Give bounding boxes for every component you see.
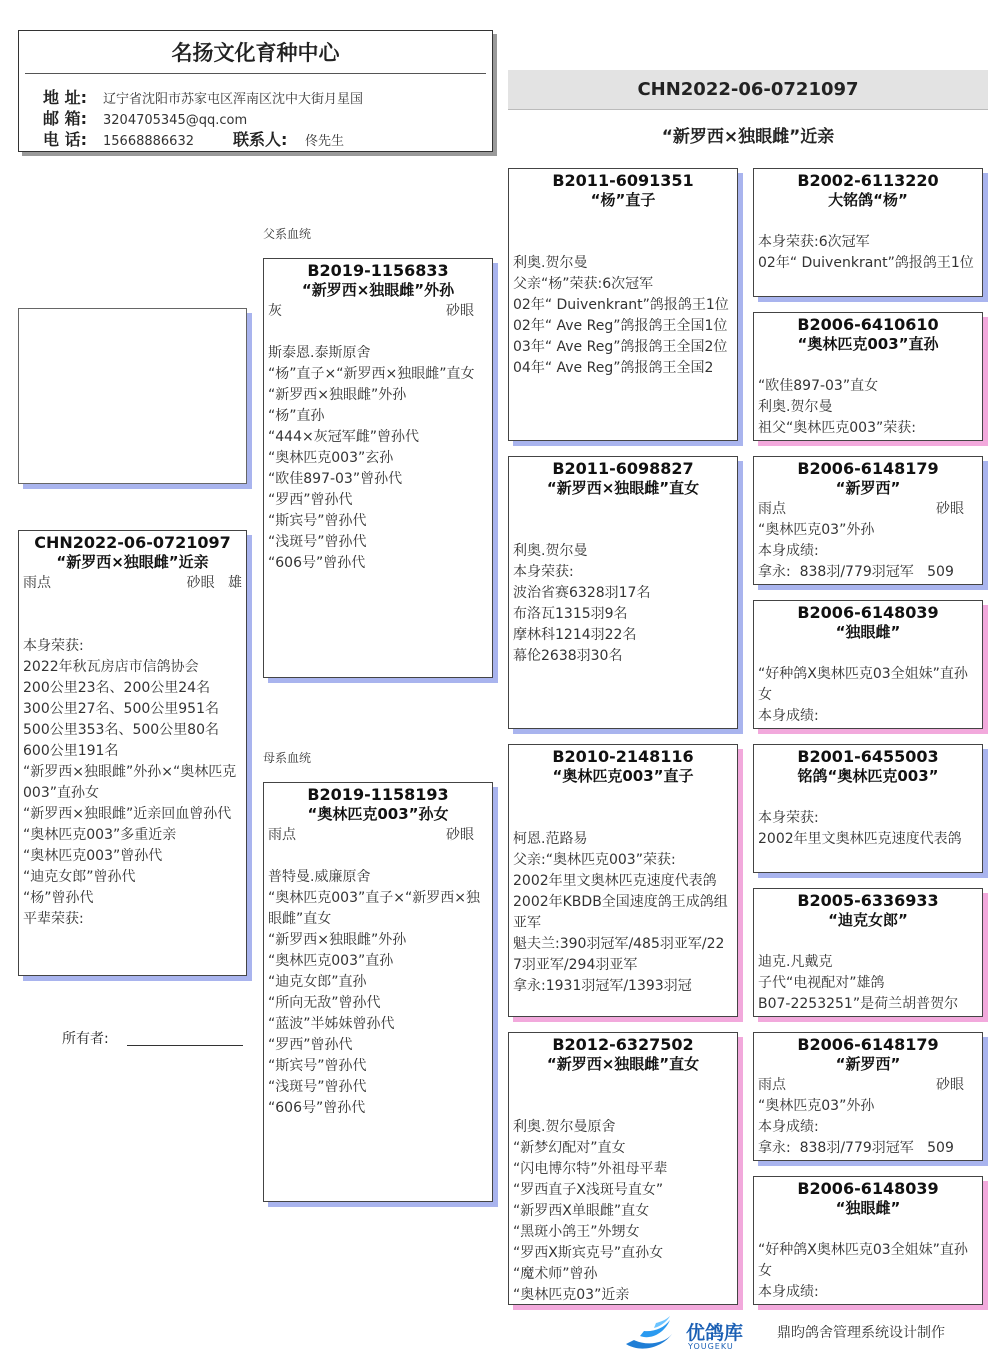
note-line: 02年“ Duivenkrant”鸽报鸽王1位 (513, 297, 729, 313)
bird-name: “新罗西×独眼雌”直女 (546, 479, 700, 497)
note-line: 波治省赛6328羽17名 (513, 585, 651, 601)
note-line: 2022年秋瓦房店市信鸽协会 (23, 659, 199, 675)
note-line: 利奥.贺尔曼原舍 (513, 1119, 616, 1135)
ring-number: B2006-6148039 (797, 603, 939, 622)
note-line: “罗西”曾孙代 (268, 492, 353, 508)
bird-notes (754, 1096, 982, 1159)
note-line: 父亲:“奥林匹克003”荣获: (513, 852, 676, 868)
ring-number: B2012-6327502 (552, 1035, 694, 1054)
bird-notes (754, 808, 982, 850)
ring-number: CHN2022-06-0721097 (34, 533, 231, 552)
bird-notes (509, 541, 737, 667)
note-line: “新梦幻配对”直女 (513, 1140, 626, 1156)
address-label: 地 址: (43, 88, 87, 107)
note-line: 本身荣获: (758, 810, 819, 826)
bird-notes (509, 829, 737, 997)
note-line: “浅斑号”曾孙代 (268, 1079, 367, 1095)
ddd-card (753, 1176, 983, 1305)
bird-name: “新罗西×独眼雌”直女 (546, 1055, 700, 1073)
bird-name: “杨”直子 (590, 191, 656, 209)
bird-traits (264, 825, 492, 846)
color: 雨点 (758, 1077, 786, 1093)
header-divider (25, 73, 486, 74)
note-line: “好种鸽X奥林匹克03全姐妹”直孙女 (758, 1242, 968, 1279)
ring-number: B2006-6410610 (797, 315, 939, 334)
ring-number: B2006-6148039 (797, 1179, 939, 1198)
bird-traits (754, 499, 982, 520)
bird-name: “独眼雌” (835, 623, 901, 641)
color: 雨点 (23, 575, 51, 591)
note-line: B07-2253251”是荷兰胡普贺尔 (758, 996, 959, 1012)
bird-notes (509, 253, 737, 379)
pedigree-title: “新罗西×独眼雌”近亲 (661, 127, 835, 147)
note-line: 本身成绩: (758, 543, 819, 559)
sds-card (753, 456, 983, 585)
phone-label: 电 话: (43, 130, 87, 149)
note-line: 子代“电视配对”雄鸽 (758, 975, 885, 991)
note-line: 利奥.贺尔曼 (513, 543, 588, 559)
sss-card (753, 168, 983, 297)
bird-notes (19, 636, 246, 930)
note-line: 斯泰恩.泰斯原舍 (268, 345, 371, 361)
father-line-label: 父系血统 (263, 227, 312, 241)
bird-notes (264, 867, 492, 1119)
bird-traits (264, 301, 492, 322)
color: 雨点 (268, 827, 296, 843)
bird-notes (754, 1240, 982, 1303)
sire-sire-card (508, 168, 738, 441)
bird-name: “新罗西×独眼雌”近亲 (56, 553, 209, 571)
note-line: “罗西直子X浅斑号直女” (513, 1182, 664, 1198)
note-line: 拿永: 838羽/779羽冠军 509 (758, 1140, 954, 1156)
bird-traits (19, 573, 246, 594)
note-line: 摩林科1214羽22名 (513, 627, 637, 643)
note-line: 本身荣获:6次冠军 (758, 234, 870, 250)
note-line: 2002年里文奥林匹克速度代表鸽 (513, 873, 717, 889)
note-line: “606号”曾孙代 (268, 555, 366, 571)
note-line: 本身成绩: (758, 1284, 819, 1300)
footer (620, 1312, 1000, 1356)
note-line: 本身荣获: (513, 564, 574, 580)
bird-name: “迪克女郎” (828, 911, 908, 929)
bird-notes (264, 343, 492, 574)
bird-notes (754, 952, 982, 1015)
note-line: 利奥.贺尔曼 (758, 399, 833, 415)
note-line: “迪克女郎”曾孙代 (23, 869, 136, 885)
note-line: “奥林匹克03”外孙 (758, 522, 875, 538)
note-line: “奥林匹克003”直孙 (268, 953, 394, 969)
note-line: 2002年KBDB全国速度鸽王成鸽组亚军 (513, 894, 728, 931)
ring-number: B2019-1158193 (307, 785, 449, 804)
sire-dam-card (508, 456, 738, 729)
brand-subtitle: YOUGEKU (688, 1342, 734, 1351)
eye: 砂眼 (936, 501, 964, 517)
note-line: 600公里191名 (23, 743, 119, 759)
note-line: “黑斑小鸽王”外甥女 (513, 1224, 640, 1240)
bird-name: “独眼雌” (835, 1199, 901, 1217)
note-line: “欧佳897-03”曾孙代 (268, 471, 403, 487)
note-line: “罗西X斯宾克号”直孙女 (513, 1245, 664, 1261)
note-line: “闪电博尔特”外祖母平辈 (513, 1161, 668, 1177)
note-line: 04年“ Ave Reg”鸽报鸽王全国2 (513, 360, 714, 376)
sdd-card (753, 600, 983, 729)
note-line: “杨”曾孙代 (23, 890, 94, 906)
dam-sire-card (508, 744, 738, 1017)
color: 灰 (268, 303, 282, 319)
note-line: 拿永:1931羽冠军/1393羽冠 (513, 978, 692, 994)
breeder-title: 名扬文化育种中心 (171, 41, 340, 65)
note-line: “奥林匹克003”曾孙代 (23, 848, 163, 864)
bird-notes (754, 520, 982, 583)
note-line: “新罗西X单眼雌”直女 (513, 1203, 650, 1219)
owner-label: 所有者: (62, 1031, 109, 1047)
note-line: “欧佳897-03”直女 (758, 378, 879, 394)
note-line: “所向无敌”曾孙代 (268, 995, 381, 1011)
sex: 雄 (228, 575, 242, 591)
ssd-card (753, 312, 983, 441)
bird-name: “奥林匹克003”直子 (552, 767, 694, 785)
ring-number: B2019-1156833 (307, 261, 449, 280)
email-label: 邮 箱: (43, 109, 87, 128)
note-line: “斯宾号”曾孙代 (268, 513, 367, 529)
dam-dam-card (508, 1032, 738, 1305)
note-line: 布洛瓦1315羽9名 (513, 606, 628, 622)
note-line: “新罗西×独眼雌”外孙 (268, 387, 407, 403)
owner-line (127, 1045, 243, 1046)
bird-name: “奥林匹克003”直孙 (797, 335, 939, 353)
note-line: 普特曼.威廉原舍 (268, 869, 371, 885)
note-line: “奥林匹克003”玄孙 (268, 450, 394, 466)
note-line: “斯宾号”曾孙代 (268, 1058, 367, 1074)
yougeku-logo-icon (620, 1314, 684, 1354)
note-line: “好种鸽X奥林匹克03全姐妹”直孙女 (758, 666, 968, 703)
bird-notes (754, 664, 982, 727)
note-line: 02年“ Duivenkrant”鸽报鸽王1位 (758, 255, 974, 271)
note-line: 柯恩.范路易 (513, 831, 588, 847)
brand-name: 优鸽库 (686, 1322, 744, 1344)
note-line: 魁夫兰:390羽冠军/485羽亚军/227羽亚军/294羽亚军 (513, 936, 725, 973)
note-line: “魔术师”曾孙 (513, 1266, 598, 1282)
note-line: “浅斑号”曾孙代 (268, 534, 367, 550)
note-line: 本身成绩: (758, 1119, 819, 1135)
pigeon-photo (18, 308, 247, 484)
note-line: “罗西”曾孙代 (268, 1037, 353, 1053)
breeder-header (18, 30, 493, 152)
ring-banner-text: CHN2022-06-0721097 (637, 79, 859, 100)
note-line: “奥林匹克003”多重近亲 (23, 827, 177, 843)
ring-number: B2001-6455003 (797, 747, 939, 766)
bird-name: “新罗西” (835, 1055, 901, 1073)
email-value: 3204705345@qq.com (103, 113, 248, 128)
ring-number: B2005-6336933 (797, 891, 939, 910)
ring-number: B2011-6091351 (552, 171, 694, 190)
eye: 砂眼 (446, 827, 474, 843)
subject-bird-card (18, 530, 247, 976)
bird-name: “奥林匹克003”孙女 (307, 805, 449, 823)
mother-line-label: 母系血统 (263, 751, 312, 765)
eye: 砂眼 (446, 303, 474, 319)
note-line: 03年“ Ave Reg”鸽报鸽王全国2位 (513, 339, 728, 355)
note-line: “蓝波”半姊妹曾孙代 (268, 1016, 395, 1032)
note-line: “新罗西×独眼雌”近亲回血曾孙代 (23, 806, 232, 822)
note-line: “奥林匹克03”近亲 (513, 1287, 630, 1303)
bird-name: “新罗西” (835, 479, 901, 497)
note-line: “杨”直孙 (268, 408, 325, 424)
note-line: 本身荣获: (23, 638, 84, 654)
dss-card (753, 744, 983, 873)
ring-number: B2010-2148116 (552, 747, 694, 766)
note-line: 2002年里文奥林匹克速度代表鸽 (758, 831, 962, 847)
note-line: 平辈荣获: (23, 911, 84, 927)
note-line: 300公里27名、500公里951名 (23, 701, 219, 717)
note-line: 02年“ Ave Reg”鸽报鸽王全国1位 (513, 318, 728, 334)
bird-traits (754, 1075, 982, 1096)
phone-value: 15668886632 (103, 134, 194, 149)
note-line: 500公里353名、500公里80名 (23, 722, 219, 738)
eye: 砂眼 (936, 1077, 964, 1093)
note-line: 祖父“奥林匹克003”荣获: (758, 420, 916, 436)
dam-card (263, 782, 493, 1202)
note-line: 迪克.凡戴克 (758, 954, 833, 970)
note-line: 本身成绩: (758, 708, 819, 724)
ring-number: B2006-6148179 (797, 459, 939, 478)
ring-banner (508, 70, 988, 110)
eye: 砂眼 (186, 575, 215, 591)
contact-label: 联系人: (233, 130, 288, 149)
note-line: 利奥.贺尔曼 (513, 255, 588, 271)
note-line: “奥林匹克003”直子×“新罗西×独眼雌”直女 (268, 890, 480, 927)
note-line: “444×灰冠军雌”曾孙代 (268, 429, 419, 445)
note-line: “新罗西×独眼雌”外孙×“奥林匹克003”直孙女 (23, 764, 237, 801)
bird-name: “新罗西×独眼雌”外孙 (301, 281, 455, 299)
bird-name: 铭鸽“奥林匹克003” (797, 767, 939, 785)
note-line: “606号”曾孙代 (268, 1100, 366, 1116)
bird-notes (509, 1117, 737, 1305)
note-line: “新罗西×独眼雌”外孙 (268, 932, 407, 948)
address-value: 辽宁省沈阳市苏家屯区浑南区沈中大街月星国 (103, 92, 364, 107)
dsd-card (753, 888, 983, 1017)
bird-notes (754, 376, 982, 439)
note-line: 父亲“杨”荣获:6次冠军 (513, 276, 654, 292)
note-line: 拿永: 838羽/779羽冠军 509 (758, 564, 954, 580)
bird-notes (754, 232, 982, 274)
color: 雨点 (758, 501, 786, 517)
ring-number: B2011-6098827 (552, 459, 694, 478)
note-line: “迪克女郎”直孙 (268, 974, 367, 990)
sire-card (263, 258, 493, 678)
footer-credit: 鼎昀鸽舍管理系统设计制作 (777, 1325, 945, 1341)
note-line: “奥林匹克03”外孙 (758, 1098, 875, 1114)
note-line: 幕伦2638羽30名 (513, 648, 623, 664)
ring-number: B2002-6113220 (797, 171, 939, 190)
bird-name: 大铭鸽“杨” (828, 191, 908, 209)
note-line: “杨”直子×“新罗西×独眼雌”直女 (268, 366, 475, 382)
note-line: 200公里23名、200公里24名 (23, 680, 211, 696)
ring-number: B2006-6148179 (797, 1035, 939, 1054)
dds-card (753, 1032, 983, 1161)
contact-value: 佟先生 (305, 134, 345, 149)
